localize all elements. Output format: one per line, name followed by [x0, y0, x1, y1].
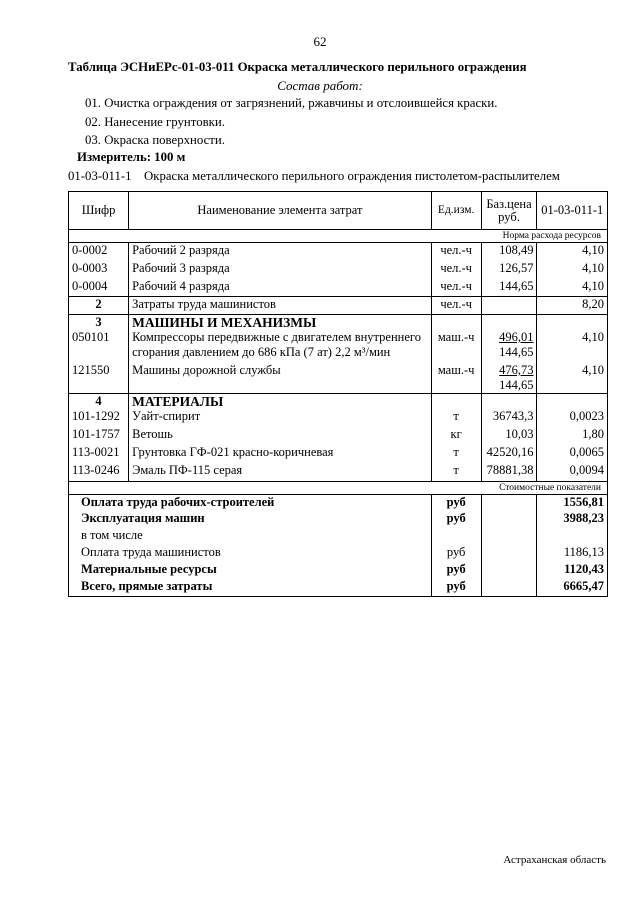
cell-unit: маш.-ч — [431, 363, 481, 394]
table-row — [69, 463, 608, 481]
cell-code: 0-0004 — [69, 279, 129, 297]
page-number: 62 — [313, 34, 327, 49]
cell-name: Затраты труда машинистов — [129, 297, 432, 315]
cell-code: 0-0002 — [69, 243, 129, 261]
table-row — [69, 243, 608, 261]
summary-unit: руб — [431, 545, 481, 562]
norm-band: Норма расхода ресурсов — [69, 230, 608, 243]
price-wage: 144,65 — [499, 345, 534, 359]
cell-code: 113-0021 — [69, 445, 129, 463]
cell-price — [481, 297, 537, 315]
cell-code: 0-0003 — [69, 261, 129, 279]
cell-code: 4 — [69, 394, 129, 410]
table-row — [69, 261, 608, 279]
summary-value: 1556,81 — [537, 494, 608, 511]
cell-unit: кг — [431, 427, 481, 445]
cell-name: Машины дорожной службы — [129, 363, 432, 394]
summary-unit: руб — [431, 494, 481, 511]
cell-value: 4,10 — [537, 261, 608, 279]
summary-name: Оплата труда рабочих-строителей — [69, 494, 432, 511]
cell-value: 0,0094 — [537, 463, 608, 481]
cell-code: 3 — [69, 315, 129, 331]
cell-code: 121550 — [69, 363, 129, 394]
cell-price: 144,65 — [481, 279, 537, 297]
cell-price: 10,03 — [481, 427, 537, 445]
footer-region: Астраханская область — [503, 854, 606, 866]
cell-code: 101-1757 — [69, 427, 129, 445]
header-price: Баз.цена руб. — [481, 192, 537, 230]
header-norm: 01-03-011-1 — [537, 192, 608, 230]
summary-name: Всего, прямые затраты — [69, 579, 432, 596]
summary-value: 3988,23 — [537, 511, 608, 528]
cell-unit: т — [431, 445, 481, 463]
table-row — [69, 427, 608, 445]
cell-value: 4,10 — [537, 330, 608, 363]
cell-code: 101-1292 — [69, 409, 129, 427]
summary-name: Материальные ресурсы — [69, 562, 432, 579]
summary-unit: руб — [431, 511, 481, 528]
cost-band-row — [69, 481, 608, 494]
subtitle — [68, 169, 560, 184]
cell-price: 126,57 — [481, 261, 537, 279]
header-unit: Ед.изм. — [431, 192, 481, 230]
table-row — [69, 445, 608, 463]
summary-value: 1186,13 — [537, 545, 608, 562]
cell-name: Ветошь — [129, 427, 432, 445]
summary-row — [69, 494, 608, 511]
table-title: Таблица ЭСНиЕРс-01-03-011 Окраска металлического перильного ограждения — [68, 60, 527, 74]
table-header-row — [69, 192, 608, 230]
summary-value: 1120,43 — [537, 562, 608, 579]
cell-value: 4,10 — [537, 243, 608, 261]
cell-price: 42520,16 — [481, 445, 537, 463]
summary-row — [69, 579, 608, 596]
summary-value — [537, 528, 608, 545]
measure-unit: Измеритель: 100 м — [77, 150, 186, 164]
header-code: Шифр — [69, 192, 129, 230]
cell-name: Компрессоры передвижные с двигателем внутреннего сгорания давлением до 686 кПа (7 ат) 2,2 м³/мин — [129, 330, 432, 363]
section-title: МАТЕРИАЛЫ — [129, 394, 432, 410]
composition-heading: Состав работ: — [277, 78, 363, 93]
summary-name: Оплата труда машинистов — [69, 545, 432, 562]
section-row — [69, 394, 608, 410]
cell-price: 36743,3 — [481, 409, 537, 427]
table-row — [69, 330, 608, 363]
subtitle-code: 01-03-011-1 — [68, 169, 132, 183]
work-item: 03. Окраска поверхности. — [85, 133, 225, 147]
table-row — [69, 279, 608, 297]
header-name: Наименование элемента затрат — [129, 192, 432, 230]
cell-name: Грунтовка ГФ-021 красно-коричневая — [129, 445, 432, 463]
cell-code: 2 — [69, 297, 129, 315]
resource-table — [68, 191, 608, 597]
work-item: 01. Очистка ограждения от загрязнений, ржавчины и отслоившейся краски. — [85, 96, 498, 110]
cell-price: 108,49 — [481, 243, 537, 261]
cell-name: Рабочий 4 разряда — [129, 279, 432, 297]
cell-unit: чел.-ч — [431, 279, 481, 297]
cell-unit: т — [431, 409, 481, 427]
summary-unit — [431, 528, 481, 545]
cell-value: 4,10 — [537, 363, 608, 394]
summary-name: в том числе — [69, 528, 432, 545]
summary-name: Эксплуатация машин — [69, 511, 432, 528]
summary-row — [69, 562, 608, 579]
cell-value: 1,80 — [537, 427, 608, 445]
price-base: 496,01 — [499, 330, 534, 344]
summary-unit: руб — [431, 562, 481, 579]
cell-name: Рабочий 2 разряда — [129, 243, 432, 261]
summary-row — [69, 545, 608, 562]
cell-name: Эмаль ПФ-115 серая — [129, 463, 432, 481]
cell-unit: чел.-ч — [431, 297, 481, 315]
summary-row — [69, 528, 608, 545]
summary-unit: руб — [431, 579, 481, 596]
cell-unit: чел.-ч — [431, 261, 481, 279]
cell-value: 4,10 — [537, 279, 608, 297]
section-row — [69, 315, 608, 331]
price-wage: 144,65 — [499, 378, 534, 392]
work-item: 02. Нанесение грунтовки. — [85, 115, 225, 129]
table-row — [69, 363, 608, 394]
cell-unit: чел.-ч — [431, 243, 481, 261]
table-row — [69, 409, 608, 427]
cell-name: Рабочий 3 разряда — [129, 261, 432, 279]
norm-band-row — [69, 230, 608, 243]
cell-value: 0,0065 — [537, 445, 608, 463]
cell-name: Уайт-спирит — [129, 409, 432, 427]
summary-row — [69, 511, 608, 528]
cost-band: Стоимостные показатели — [69, 481, 608, 494]
price-base: 476,73 — [499, 363, 534, 377]
cell-value: 8,20 — [537, 297, 608, 315]
cell-unit: маш.-ч — [431, 330, 481, 363]
subtitle-text: Окраска металлического перильного ограждения пистолетом-распылителем — [144, 169, 560, 183]
table-row — [69, 297, 608, 315]
cell-value: 0,0023 — [537, 409, 608, 427]
section-title: МАШИНЫ И МЕХАНИЗМЫ — [129, 315, 432, 331]
cell-code: 113-0246 — [69, 463, 129, 481]
cell-code: 050101 — [69, 330, 129, 363]
cell-unit: т — [431, 463, 481, 481]
cell-price: 78881,38 — [481, 463, 537, 481]
summary-value: 6665,47 — [537, 579, 608, 596]
cell-price — [481, 330, 537, 363]
cell-price — [481, 363, 537, 394]
